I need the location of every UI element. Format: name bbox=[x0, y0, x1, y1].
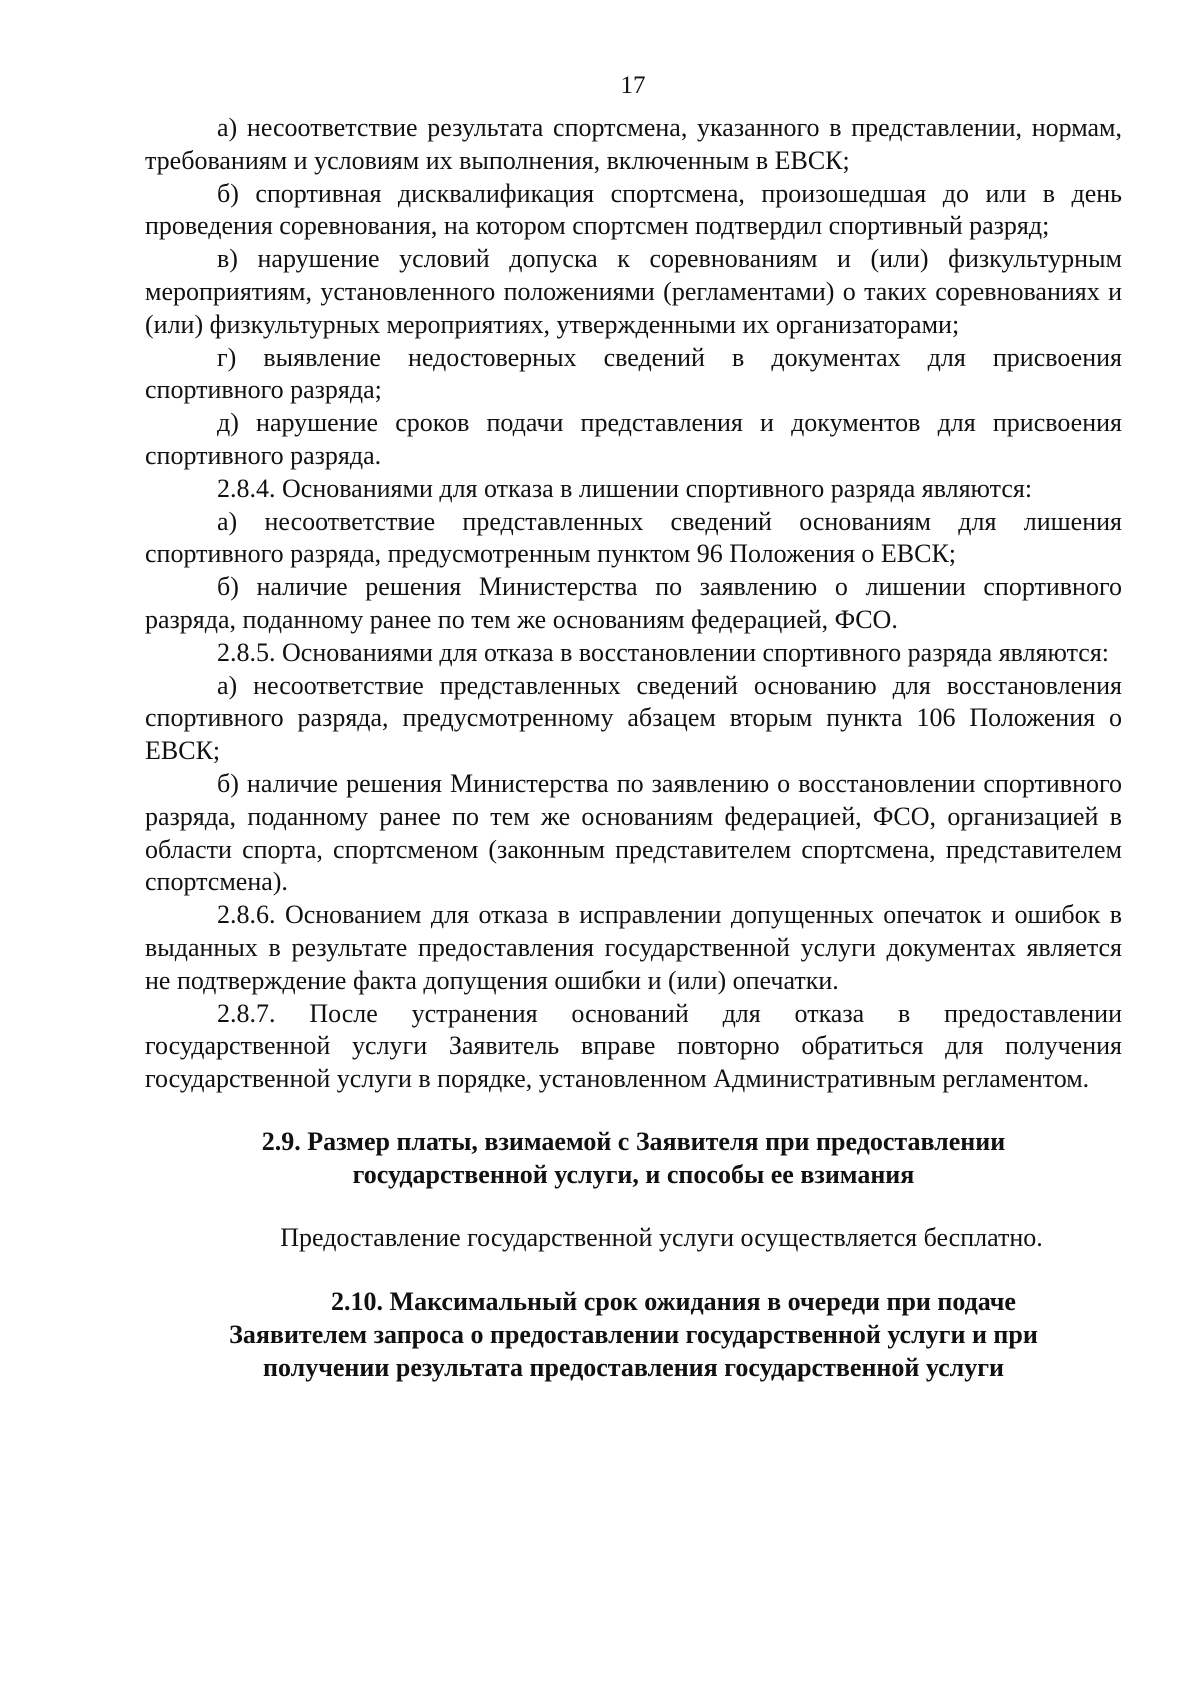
paragraph-2-8-5-b: б) наличие решения Министерства по заявлению о восстановлении спортивного разряда, поданному ранее по тем же основаниям федерацией, ФСО, организацией в области спорта, спортсменом (законным представителем спортсмена, представителем спортсмена). bbox=[145, 768, 1122, 897]
section-2-10-heading-line-3: получении результата предоставления государственной услуги bbox=[262, 1352, 1005, 1382]
paragraph-2-8-3-b: б) спортивная дисквалификация спортсмена, произошедшая до или в день проведения соревнования, на котором спортсмен подтвердил спортивный разряд; bbox=[145, 178, 1122, 241]
paragraph-2-8-5: 2.8.5. Основаниями для отказа в восстановлении спортивного разряда являются: bbox=[217, 637, 1109, 667]
spacer bbox=[145, 1254, 1122, 1286]
spacer bbox=[145, 1192, 1122, 1222]
paragraph-2-8-4: 2.8.4. Основаниями для отказа в лишении спортивного разряда являются: bbox=[217, 473, 1033, 503]
section-2-9-text: Предоставление государственной услуги осуществляется бесплатно. bbox=[280, 1222, 1043, 1252]
paragraph-2-8-4-b: б) наличие решения Министерства по заявлению о лишении спортивного разряда, поданному ранее по тем же основаниям федерацией, ФСО. bbox=[145, 572, 1122, 634]
paragraph-2-8-4-a: а) несоответствие представленных сведений основаниям для лишения спортивного разряда, предусмотренным пунктом 96 Положения о ЕВСК; bbox=[145, 506, 1122, 569]
section-2-9-heading-line-2: государственной услуги, и способы ее взимания bbox=[352, 1159, 915, 1189]
paragraph-2-8-6: 2.8.6. Основанием для отказа в исправлении допущенных опечаток и ошибок в выданных в результате предоставления государственной услуги документах является не подтверждение факта допущения ошибки и (или) опечатки. bbox=[145, 900, 1122, 995]
paragraph-2-8-3-v: в) нарушение условий допуска к соревнованиям и (или) физкультурным мероприятиям, установленного положениями (регламентами) о таких соревнованиях и (или) физкультурных мероприятиях, утвержденными их организаторами; bbox=[145, 244, 1122, 339]
paragraph-2-8-7: 2.8.7. После устранения оснований для отказа в предоставлении государственной услуги Заявитель вправе повторно обратиться для получения государственной услуги в порядке, установленном Административным регламентом. bbox=[145, 998, 1122, 1094]
page-number: 17 bbox=[620, 72, 646, 99]
section-2-10-heading-line-1: 2.10. Максимальный срок ожидания в очереди при подаче bbox=[331, 1287, 1016, 1317]
section-2-10-heading-line-2: Заявителем запроса о предоставлении государственной услуги и при bbox=[229, 1320, 1038, 1350]
paragraph-2-8-5-a: а) несоответствие представленных сведений основанию для восстановления спортивного разряда, предусмотренному абзацем вторым пункта 106 Положения о ЕВСК; bbox=[145, 670, 1122, 766]
paragraph-2-8-3-a: а) несоответствие результата спортсмена, указанного в представлении, нормам, требованиям и условиям их выполнения, включенным в ЕВСК; bbox=[145, 113, 1122, 175]
paragraph-2-8-3-d: д) нарушение сроков подачи представления и документов для присвоения спортивного разряда. bbox=[145, 408, 1122, 470]
spacer bbox=[145, 1096, 1122, 1126]
paragraph-2-8-3-g: г) выявление недостоверных сведений в документах для присвоения спортивного разряда; bbox=[145, 342, 1122, 405]
section-2-10-heading bbox=[145, 1286, 1122, 1384]
section-2-9-heading bbox=[145, 1126, 1122, 1192]
document-body bbox=[145, 112, 1122, 1385]
section-2-9-heading-line-1: 2.9. Размер платы, взимаемой с Заявителя при предоставлении bbox=[261, 1126, 1006, 1156]
